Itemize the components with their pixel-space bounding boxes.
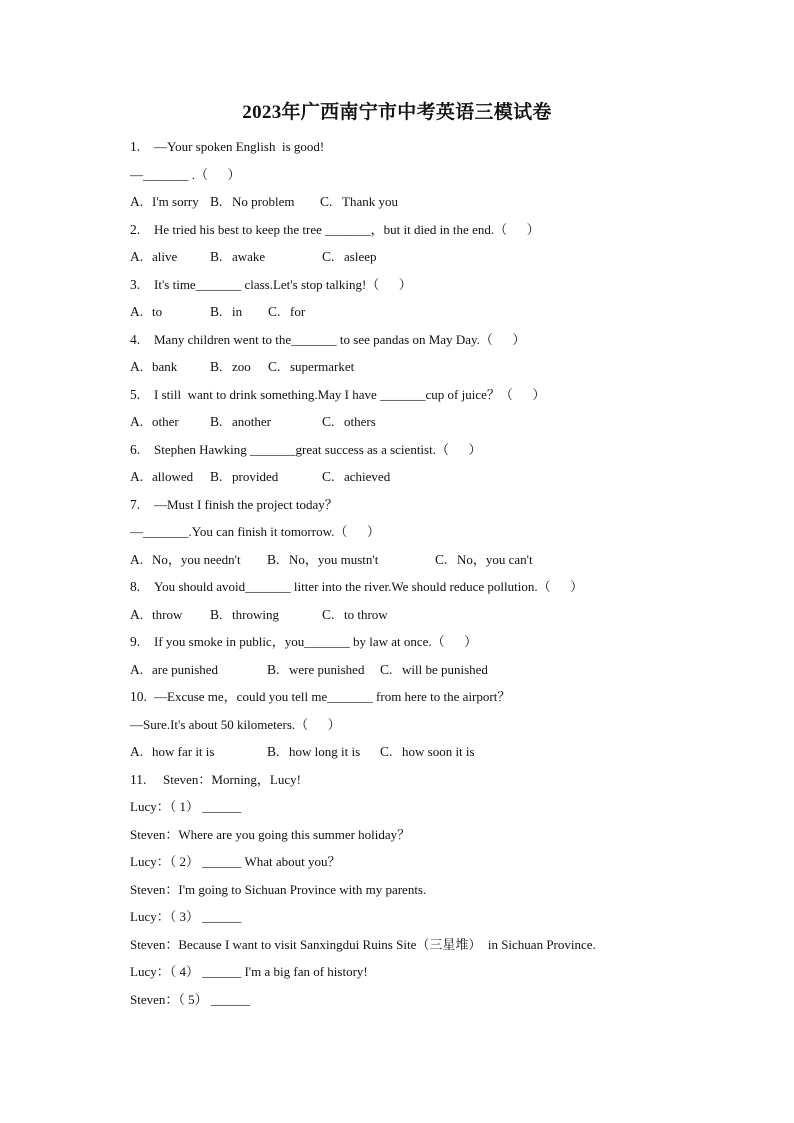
- answer-option[interactable]: [268, 301, 305, 323]
- question-number: 9.: [130, 634, 141, 649]
- answer-option[interactable]: [380, 741, 475, 763]
- option-text: were punished: [289, 661, 365, 677]
- question-text: —Must I finish the project today？: [154, 496, 338, 512]
- dialogue-line: Lucy：（ 3） ______: [130, 909, 242, 924]
- question-number: 11.: [130, 771, 147, 787]
- option-text: to: [152, 304, 163, 319]
- answer-option[interactable]: [210, 466, 278, 488]
- option-letter: B.: [210, 249, 223, 264]
- question-stem: [130, 274, 750, 302]
- answer-option[interactable]: [267, 659, 364, 681]
- option-text: will be punished: [402, 661, 488, 677]
- dialogue-line: Lucy：（ 1） ______: [130, 799, 242, 814]
- option-text: Thank you: [342, 194, 398, 209]
- question-text: Many children went to the_______ to see pandas on May Day.（ ）: [154, 331, 526, 347]
- answer-options: [130, 356, 750, 384]
- answer-options: [130, 604, 750, 632]
- question-number: 6.: [130, 441, 141, 457]
- answer-option[interactable]: [130, 549, 241, 571]
- option-letter: B.: [210, 359, 223, 374]
- question-stem: [130, 329, 750, 357]
- answer-option[interactable]: [210, 356, 251, 378]
- option-text: in: [232, 304, 243, 319]
- question-list: [130, 136, 750, 1016]
- option-letter: B.: [210, 194, 223, 209]
- question-number: 3.: [130, 276, 141, 292]
- question-response-line: —_______ .（ ）: [130, 166, 241, 182]
- option-text: bank: [152, 359, 178, 374]
- option-letter: A.: [130, 469, 144, 484]
- answer-option[interactable]: [267, 741, 360, 763]
- question-response-line: —_______.You can finish it tomorrow.（ ）: [130, 524, 380, 539]
- option-letter: A.: [130, 304, 144, 319]
- answer-option[interactable]: [130, 659, 218, 681]
- question-text: You should avoid_______ litter into the river.We should reduce pollution.（ ）: [154, 579, 584, 594]
- option-letter: C.: [435, 551, 448, 567]
- question-number: 1.: [130, 139, 141, 154]
- dialogue-line: Lucy：（ 2） ______ What about you？: [130, 854, 341, 869]
- answer-option[interactable]: [130, 411, 179, 433]
- answer-options: [130, 741, 750, 769]
- question-number: 5.: [130, 386, 141, 402]
- answer-option[interactable]: [380, 659, 488, 681]
- option-letter: A.: [130, 606, 144, 622]
- answer-option[interactable]: [130, 246, 177, 268]
- option-letter: A.: [130, 551, 144, 567]
- answer-options: [130, 301, 750, 329]
- answer-options: [130, 549, 750, 577]
- dialogue-line: Steven：Where are you going this summer holiday？: [130, 826, 411, 842]
- answer-option[interactable]: [267, 549, 378, 571]
- answer-option[interactable]: [322, 411, 376, 433]
- answer-option[interactable]: [210, 411, 271, 433]
- answer-option[interactable]: [130, 741, 214, 763]
- dialogue-line: Steven：（ 5） ______: [130, 991, 250, 1007]
- option-text: provided: [232, 469, 279, 484]
- dialogue-question: [130, 769, 750, 797]
- option-letter: B.: [210, 469, 223, 484]
- exam-title: 2023年广西南宁市中考英语三模试卷: [242, 102, 552, 123]
- option-letter: C.: [268, 359, 281, 374]
- option-letter: C.: [322, 469, 335, 484]
- option-text: No，you can't: [457, 551, 533, 567]
- answer-option[interactable]: [210, 246, 265, 268]
- option-letter: A.: [130, 194, 144, 209]
- dialogue-line: Steven：Because I want to visit Sanxingdui Ruins Site（三星堆） in Sichuan Province.: [130, 936, 596, 952]
- option-text: achieved: [344, 469, 391, 484]
- option-letter: A.: [130, 661, 144, 677]
- option-text: awake: [232, 249, 266, 264]
- question-stem: [130, 136, 750, 164]
- option-text: allowed: [152, 469, 194, 484]
- dialogue-line: Steven：I'm going to Sichuan Province with my parents.: [130, 881, 427, 897]
- option-letter: C.: [268, 304, 281, 319]
- option-letter: A.: [130, 359, 144, 374]
- option-letter: A.: [130, 249, 144, 264]
- option-letter: A.: [130, 744, 144, 759]
- answer-option[interactable]: [130, 356, 177, 378]
- question-text: If you smoke in public，you_______ by law at once.（ ）: [154, 634, 478, 649]
- option-letter: C.: [380, 661, 393, 677]
- question-response-line: —Sure.It's about 50 kilometers.（ ）: [130, 716, 341, 732]
- option-text: No，you needn't: [152, 551, 241, 567]
- dialogue-line: Lucy：（ 4） ______ I'm a big fan of history!: [130, 964, 368, 979]
- question-stem: [130, 439, 750, 467]
- question-text: I still want to drink something.May I have _______cup of juice？（ ）: [154, 386, 546, 402]
- answer-option[interactable]: [130, 191, 199, 213]
- option-text: asleep: [344, 249, 377, 264]
- dialogue-line: Steven：Morning，Lucy!: [163, 771, 301, 787]
- question-text: He tried his best to keep the tree _______，but it died in the end.（ ）: [154, 221, 540, 237]
- option-text: other: [152, 414, 179, 429]
- question-number: 10.: [130, 689, 147, 704]
- answer-options: [130, 411, 750, 439]
- answer-option[interactable]: [320, 191, 398, 213]
- option-letter: B.: [210, 304, 223, 319]
- answer-option[interactable]: [210, 191, 294, 213]
- question-text: —Your spoken English is good!: [154, 139, 325, 154]
- answer-options: [130, 246, 750, 274]
- question-text: —Excuse me，could you tell me_______ from here to the airport？: [154, 689, 511, 704]
- option-text: others: [344, 414, 376, 429]
- answer-option[interactable]: [268, 356, 354, 378]
- option-text: how soon it is: [402, 744, 475, 759]
- answer-option[interactable]: [210, 604, 279, 626]
- option-text: supermarket: [290, 359, 355, 374]
- option-text: throwing: [232, 606, 279, 622]
- answer-option[interactable]: [210, 301, 242, 323]
- option-letter: C.: [322, 414, 335, 429]
- option-letter: B.: [267, 551, 280, 567]
- answer-option[interactable]: [322, 466, 390, 488]
- answer-option[interactable]: [130, 301, 162, 323]
- question-text: Stephen Hawking _______great success as a scientist.（ ）: [154, 441, 482, 457]
- option-text: to throw: [344, 606, 388, 622]
- option-letter: B.: [210, 414, 223, 429]
- question-stem: [130, 686, 750, 714]
- option-text: another: [232, 414, 271, 429]
- answer-options: [130, 191, 750, 219]
- question-number: 4.: [130, 331, 141, 347]
- question-stem: [130, 631, 750, 659]
- question-stem: [130, 219, 750, 247]
- option-text: throw: [152, 606, 183, 622]
- answer-options: [130, 466, 750, 494]
- option-letter: C.: [322, 249, 335, 264]
- question-number: 7.: [130, 496, 141, 512]
- option-letter: C.: [322, 606, 335, 622]
- question-text: It's time_______ class.Let's stop talking!（ ）: [154, 276, 412, 292]
- option-letter: B.: [267, 744, 280, 759]
- answer-option[interactable]: [130, 604, 182, 626]
- option-text: are punished: [152, 661, 219, 677]
- option-letter: B.: [267, 661, 280, 677]
- question-stem: [130, 384, 750, 412]
- question-number: 8.: [130, 579, 141, 594]
- option-text: for: [290, 304, 306, 319]
- option-letter: C.: [320, 194, 333, 209]
- option-letter: B.: [210, 606, 223, 622]
- question-stem: [130, 576, 750, 604]
- answer-option[interactable]: [435, 549, 533, 571]
- option-text: No，you mustn't: [289, 551, 379, 567]
- answer-option[interactable]: [322, 246, 376, 268]
- answer-option[interactable]: [322, 604, 388, 626]
- option-text: zoo: [232, 359, 251, 374]
- option-letter: A.: [130, 414, 144, 429]
- option-text: I'm sorry: [152, 194, 199, 209]
- question-number: 2.: [130, 221, 141, 237]
- option-letter: C.: [380, 744, 393, 759]
- answer-option[interactable]: [130, 466, 193, 488]
- option-text: how long it is: [289, 744, 361, 759]
- question-stem: [130, 494, 750, 522]
- option-text: alive: [152, 249, 178, 264]
- answer-options: [130, 659, 750, 687]
- option-text: No problem: [232, 194, 295, 209]
- option-text: how far it is: [152, 744, 215, 759]
